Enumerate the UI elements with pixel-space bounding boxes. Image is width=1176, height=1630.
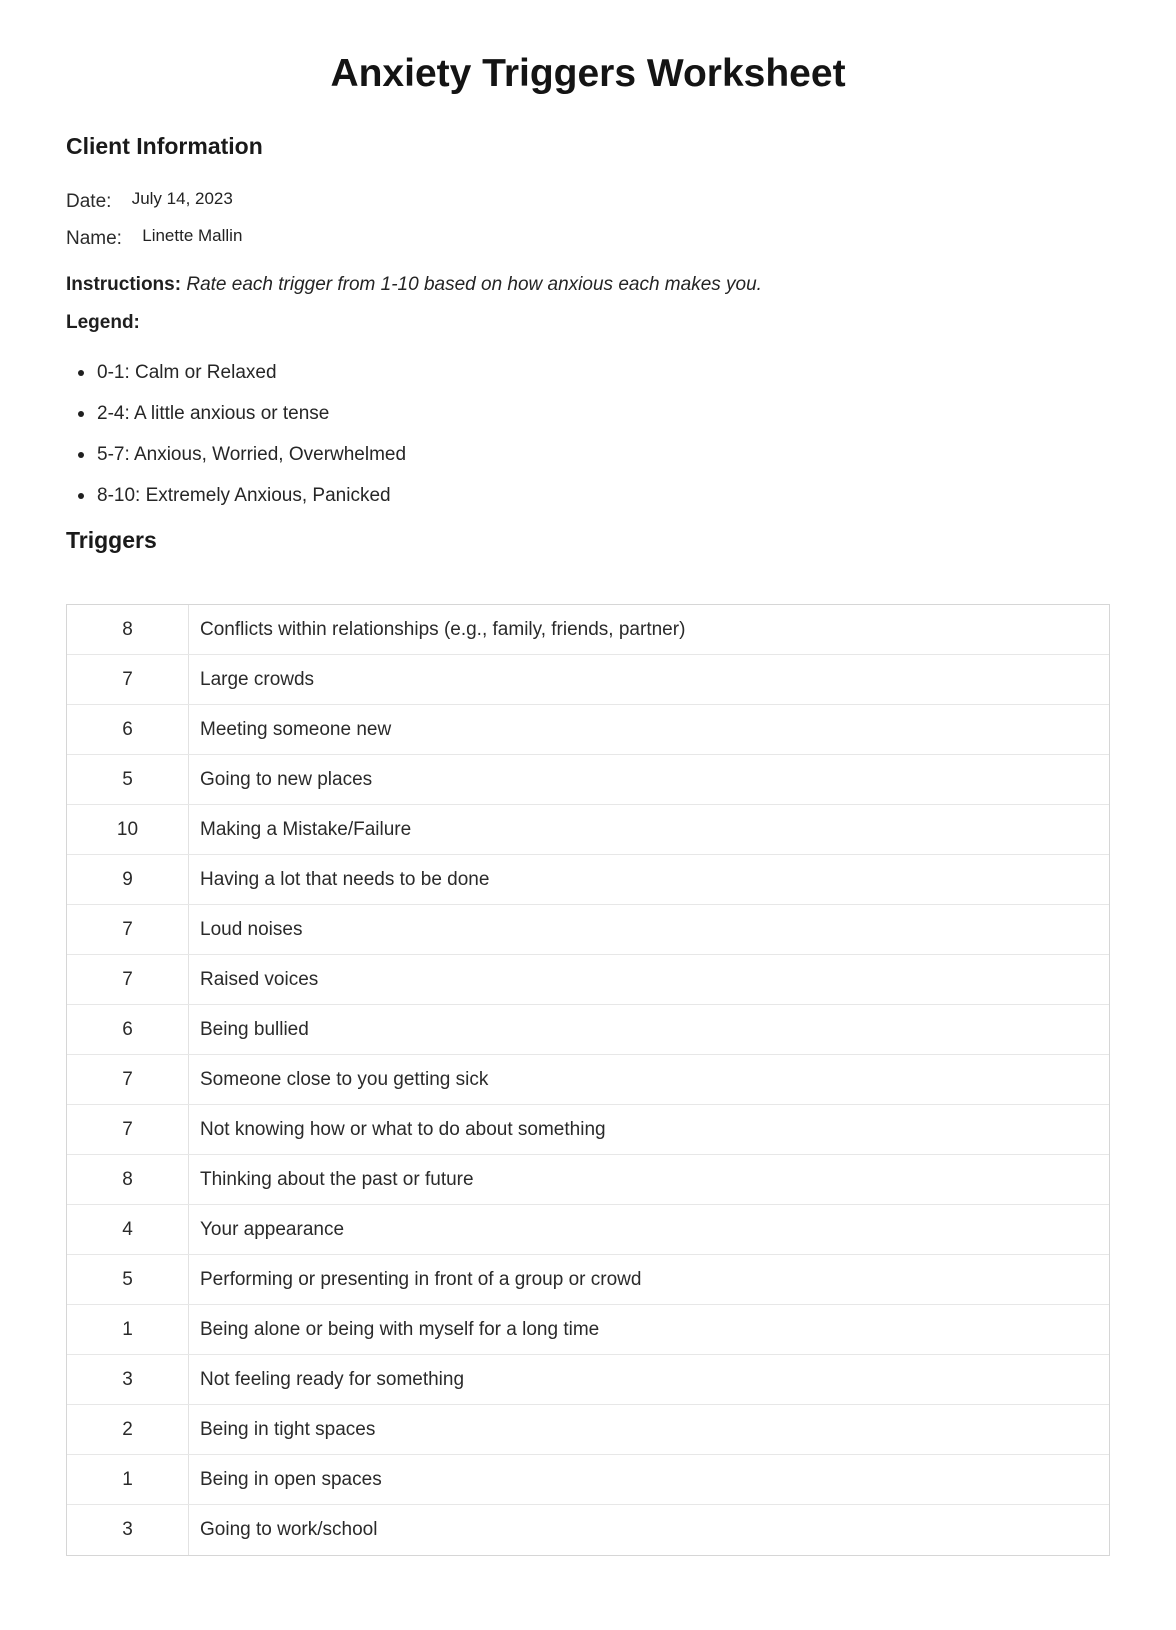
bullet-icon: [78, 493, 84, 499]
legend-list: [66, 362, 1110, 507]
table-row: [67, 605, 1109, 655]
rating-cell: 1: [67, 1455, 189, 1504]
rating-cell: 8: [67, 605, 189, 654]
rating-cell: 9: [67, 855, 189, 904]
table-row: [67, 1455, 1109, 1505]
table-row: [67, 905, 1109, 955]
table-row: [67, 655, 1109, 705]
trigger-cell: Not knowing how or what to do about something: [200, 1118, 606, 1140]
date-label: Date:: [66, 191, 112, 213]
table-row: [67, 755, 1109, 805]
legend-item: [66, 485, 1110, 507]
trigger-cell: Loud noises: [200, 918, 303, 940]
client-information-section: [66, 133, 1110, 508]
triggers-heading: Triggers: [66, 527, 157, 554]
rating-cell: 4: [67, 1205, 189, 1254]
trigger-cell: Having a lot that needs to be done: [200, 868, 490, 890]
client-information-heading: Client Information: [66, 132, 263, 159]
table-row: [67, 1105, 1109, 1155]
rating-cell: 7: [67, 655, 189, 704]
trigger-cell: Going to work/school: [200, 1519, 378, 1541]
page-title: Anxiety Triggers Worksheet: [330, 52, 846, 95]
trigger-cell: Raised voices: [200, 968, 319, 990]
rating-cell: 7: [67, 955, 189, 1004]
legend-item-text: 0-1: Calm or Relaxed: [97, 362, 277, 384]
legend-item-text: 2-4: A little anxious or tense: [97, 403, 330, 425]
table-row: [67, 805, 1109, 855]
rating-cell: 5: [67, 1255, 189, 1304]
table-row: [67, 1055, 1109, 1105]
trigger-cell: Your appearance: [200, 1218, 345, 1240]
rating-cell: 7: [67, 905, 189, 954]
legend-item-text: 8-10: Extremely Anxious, Panicked: [97, 485, 391, 507]
rating-cell: 6: [67, 1005, 189, 1054]
trigger-cell: Meeting someone new: [200, 718, 392, 740]
table-row: [67, 1255, 1109, 1305]
instructions-label: Instructions:: [66, 274, 182, 296]
trigger-cell: Someone close to you getting sick: [200, 1068, 489, 1090]
rating-cell: 1: [67, 1305, 189, 1354]
legend-item: [66, 362, 1110, 384]
rating-cell: 10: [67, 805, 189, 854]
table-row: [67, 1405, 1109, 1455]
trigger-cell: Large crowds: [200, 668, 315, 690]
rating-cell: 6: [67, 705, 189, 754]
table-row: [67, 1305, 1109, 1355]
date-value: July 14, 2023: [131, 189, 233, 209]
table-row: [67, 705, 1109, 755]
trigger-cell: Being in tight spaces: [200, 1418, 376, 1440]
rating-cell: 2: [67, 1405, 189, 1454]
name-field: [66, 227, 1110, 251]
trigger-cell: Being in open spaces: [200, 1468, 382, 1490]
table-row: [67, 1205, 1109, 1255]
instructions-line: [66, 273, 1110, 297]
legend-item: [66, 444, 1110, 466]
rating-cell: 5: [67, 755, 189, 804]
trigger-cell: Being alone or being with myself for a long time: [200, 1318, 600, 1340]
triggers-table: [66, 604, 1110, 1556]
trigger-cell: Performing or presenting in front of a group or crowd: [200, 1268, 642, 1290]
trigger-cell: Being bullied: [200, 1018, 309, 1040]
trigger-cell: Not feeling ready for something: [200, 1368, 465, 1390]
rating-cell: 7: [67, 1055, 189, 1104]
trigger-cell: Making a Mistake/Failure: [200, 818, 412, 840]
table-row: [67, 1505, 1109, 1555]
table-row: [67, 855, 1109, 905]
rating-cell: 8: [67, 1155, 189, 1204]
rating-cell: 7: [67, 1105, 189, 1154]
trigger-cell: Conflicts within relationships (e.g., family, friends, partner): [200, 618, 686, 640]
name-label: Name:: [66, 228, 122, 250]
rating-cell: 3: [67, 1505, 189, 1555]
legend-label: Legend:: [66, 312, 140, 334]
bullet-icon: [78, 452, 84, 458]
table-row: [67, 1355, 1109, 1405]
bullet-icon: [78, 370, 84, 376]
name-value: Linette Mallin: [142, 226, 243, 246]
date-field: [66, 190, 1110, 214]
trigger-cell: Going to new places: [200, 768, 373, 790]
table-row: [67, 1005, 1109, 1055]
legend-item-text: 5-7: Anxious, Worried, Overwhelmed: [97, 444, 407, 466]
table-row: [67, 955, 1109, 1005]
table-row: [67, 1155, 1109, 1205]
bullet-icon: [78, 411, 84, 417]
legend-item: [66, 403, 1110, 425]
trigger-cell: Thinking about the past or future: [200, 1168, 474, 1190]
instructions-text: Rate each trigger from 1-10 based on how anxious each makes you.: [186, 274, 762, 296]
rating-cell: 3: [67, 1355, 189, 1404]
